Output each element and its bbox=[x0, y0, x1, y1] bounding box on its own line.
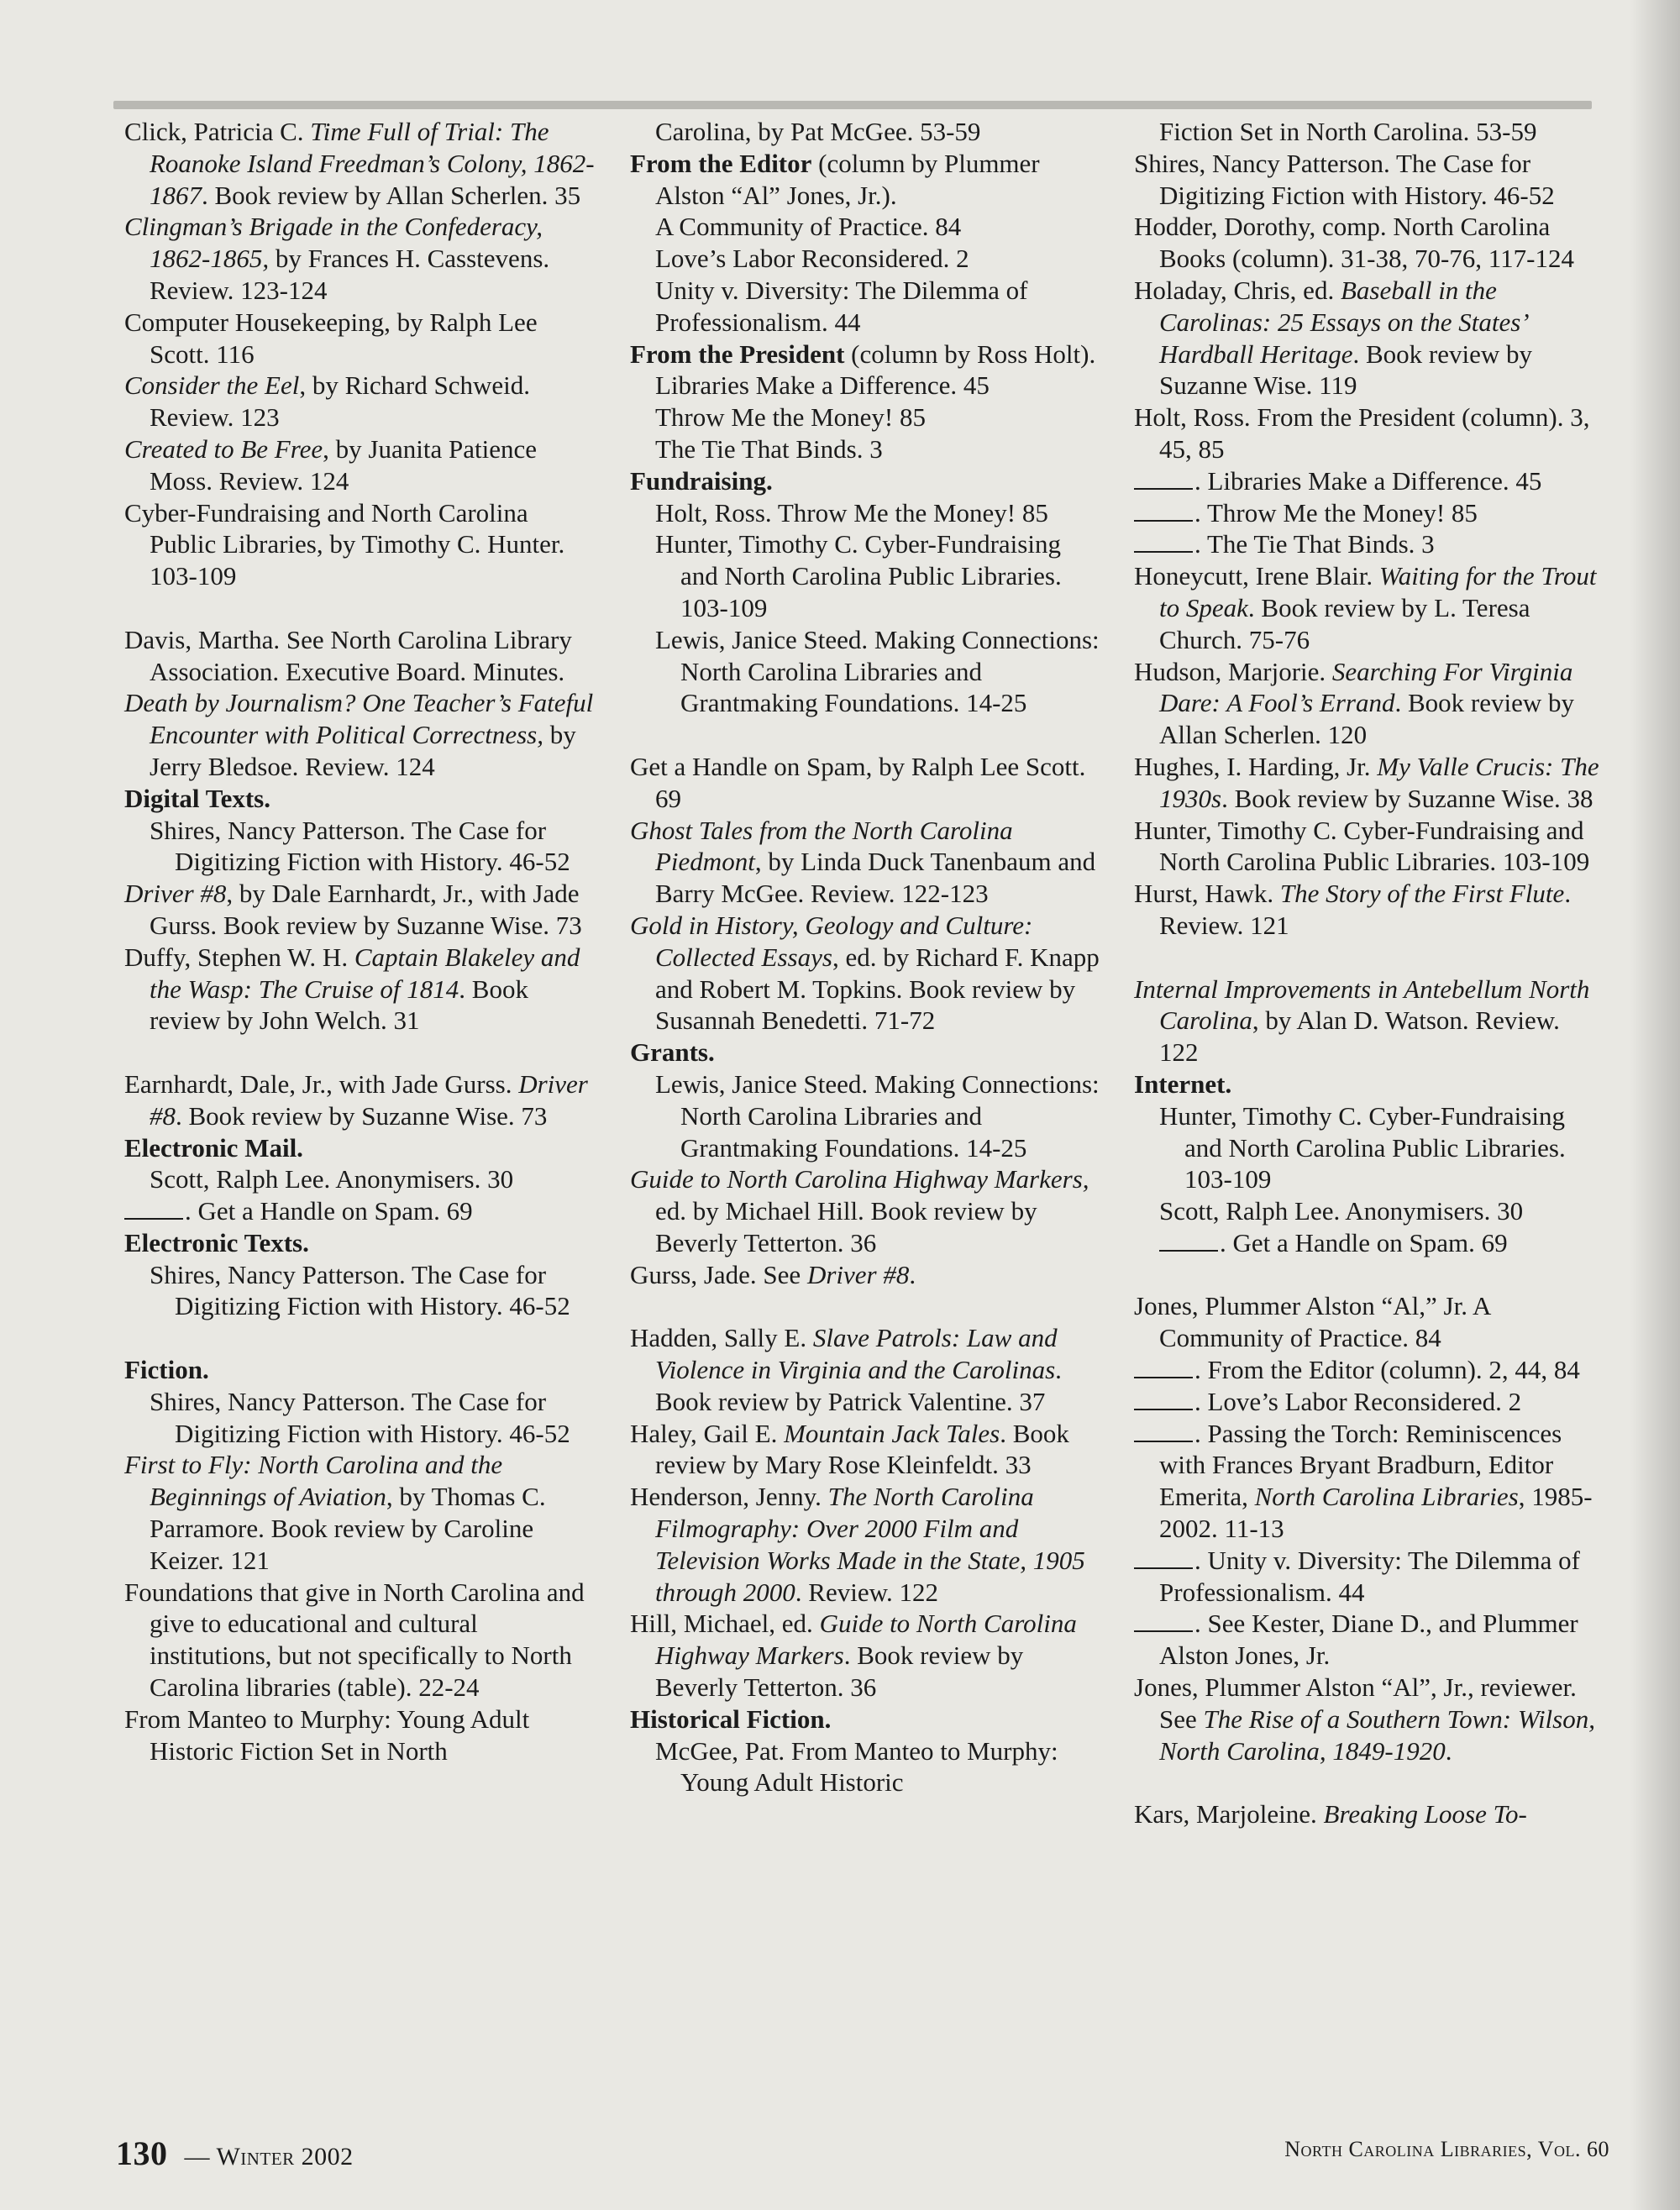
title-italic: Internal Improvements in Antebellum North Carolina bbox=[1134, 974, 1590, 1036]
index-entry bbox=[630, 528, 1100, 623]
entry-text: Henderson, Jenny. bbox=[630, 1482, 828, 1512]
entry-text: Duffy, Stephen W. H. bbox=[124, 942, 354, 972]
index-column-2 bbox=[630, 116, 1100, 1798]
subject-heading: Electronic Texts. bbox=[124, 1227, 309, 1257]
title-italic: Death by Journalism? One Teacher’s Fateful Encounter with Political Correctness, bbox=[124, 688, 594, 750]
title-italic: First to Fly: North Carolina and the Beginnings of Aviation bbox=[124, 1450, 503, 1512]
entry-text: ed. by Michael Hill. Book review by Beverly Tetterton. 36 bbox=[655, 1196, 1037, 1257]
index-entry bbox=[124, 1703, 595, 1767]
entry-text: Honeycutt, Irene Blair. bbox=[1134, 561, 1379, 591]
entry-text: Davis, Martha. See North Carolina Library Association. Executive Board. Minutes. bbox=[124, 624, 572, 686]
index-entry bbox=[1134, 1354, 1604, 1386]
entry-text: by Frances H. Casstevens. Review. 123-124 bbox=[150, 244, 550, 305]
index-entry bbox=[124, 1068, 595, 1132]
index-entry bbox=[1134, 528, 1604, 560]
subject-heading: From the Editor bbox=[630, 148, 812, 178]
index-entry bbox=[630, 339, 1100, 370]
entry-text: Gurss, Jade. See bbox=[630, 1259, 807, 1289]
entry-text: Click, Patricia C. bbox=[124, 117, 311, 146]
title-italic: Guide to North Carolina Highway Markers bbox=[655, 1609, 1077, 1671]
index-entry bbox=[124, 1163, 595, 1195]
title-italic: Consider the Eel bbox=[124, 370, 300, 401]
index-entry bbox=[124, 1195, 595, 1227]
index-entry bbox=[124, 1259, 595, 1323]
title-italic: Time Full of Trial: The Roanoke Island Freedman’s Colony, 1862-1867 bbox=[150, 117, 595, 210]
title-italic: Slave Patrols: Law and Violence in Virginia and the Carolinas bbox=[655, 1323, 1058, 1385]
entry-text: . Book review by Allan Scherlen. 120 bbox=[1159, 688, 1574, 750]
index-entry bbox=[1134, 1227, 1604, 1259]
index-entry bbox=[630, 624, 1100, 719]
entry-text: Hurst, Hawk. bbox=[1134, 879, 1280, 909]
page-number: 130 bbox=[116, 2134, 168, 2172]
index-entry bbox=[1134, 1100, 1604, 1195]
entry-text: . Get a Handle on Spam. 69 bbox=[185, 1196, 473, 1226]
entry-text: Holt, Ross. Throw Me the Money! 85 bbox=[655, 497, 1048, 528]
index-entry bbox=[124, 687, 595, 782]
index-entry bbox=[630, 1703, 1100, 1735]
index-entry bbox=[630, 116, 1100, 148]
entry-text: Hunter, Timothy C. Cyber-Fundraising and North Carolina Public Libraries. 103-109 bbox=[1159, 1100, 1566, 1194]
title-italic: Guide to North Carolina Highway Markers, bbox=[630, 1164, 1089, 1194]
entry-text: From Manteo to Murphy: Young Adult Historic Fiction Set in North bbox=[124, 1703, 530, 1766]
entry-text: , by Thomas C. Parramore. Book review by Caroline Keizer. 121 bbox=[150, 1482, 546, 1575]
entry-text: Hadden, Sally E. bbox=[630, 1323, 813, 1353]
entry-text: Lewis, Janice Steed. Making Connections: North Carolina Libraries and Grantmaking Foundations. 14-25 bbox=[655, 624, 1100, 718]
index-entry bbox=[124, 1577, 595, 1703]
entry-text: . Review. 121 bbox=[1159, 879, 1572, 940]
index-entry bbox=[630, 433, 1100, 465]
entry-text: . Book review by Allan Scherlen. 35 bbox=[202, 180, 581, 210]
subject-heading: Historical Fiction. bbox=[630, 1703, 832, 1734]
index-entry bbox=[1134, 1290, 1604, 1354]
index-entry bbox=[124, 307, 595, 370]
title-italic: Clingman’s Brigade in the Confederacy, 1862-1865, bbox=[124, 212, 543, 274]
index-entry bbox=[630, 1163, 1100, 1258]
entry-text: . See Kester, Diane D., and Plummer Alston Jones, Jr. bbox=[1159, 1609, 1578, 1671]
entry-text: Kars, Marjoleine. bbox=[1134, 1799, 1324, 1829]
title-italic: Created to Be Free bbox=[124, 433, 323, 464]
index-entry bbox=[124, 878, 595, 942]
ditto-dash bbox=[1134, 499, 1193, 522]
index-entry bbox=[1134, 1545, 1604, 1609]
entry-text: Hunter, Timothy C. Cyber-Fundraising and North Carolina Public Libraries. 103-109 bbox=[1134, 815, 1590, 877]
entry-text: . bbox=[1445, 1735, 1452, 1766]
index-entry bbox=[1134, 1068, 1604, 1100]
index-entry bbox=[124, 433, 595, 497]
index-entry bbox=[124, 116, 595, 211]
index-entry bbox=[124, 624, 595, 688]
entry-text: Hill, Michael, ed. bbox=[630, 1609, 820, 1639]
entry-text: Earnhardt, Dale, Jr., with Jade Gurss. bbox=[124, 1068, 519, 1099]
entry-text: . Book review by Mary Rose Kleinfeldt. 33 bbox=[655, 1418, 1069, 1480]
entry-text: Shires, Nancy Patterson. The Case for Digitizing Fiction with History. 46-52 bbox=[1134, 148, 1555, 210]
index-entry bbox=[630, 1068, 1100, 1163]
index-column-3 bbox=[1134, 116, 1604, 1830]
index-entry bbox=[1134, 1672, 1604, 1766]
ditto-dash bbox=[1134, 1388, 1193, 1410]
ditto-dash bbox=[1134, 531, 1193, 554]
title-italic: Captain Blakeley and the Wasp: The Cruise of 1814 bbox=[150, 942, 580, 1004]
title-italic: Baseball in the Carolinas: 25 Essays on the States’ Hardball Heritage bbox=[1159, 275, 1527, 369]
entry-text: , by Dale Earnhardt, Jr., with Jade Gurss. Book review by Suzanne Wise. 73 bbox=[150, 879, 582, 940]
issue-label: — Winter 2002 bbox=[184, 2143, 354, 2171]
index-entry bbox=[1134, 656, 1604, 751]
entry-text: , 1985-2002. 11-13 bbox=[1159, 1482, 1593, 1544]
footer-left bbox=[116, 2134, 354, 2173]
index-entry bbox=[1134, 560, 1604, 655]
index-entry bbox=[1134, 275, 1604, 402]
index-entry bbox=[1134, 402, 1604, 465]
entry-text: Unity v. Diversity: The Dilemma of Professionalism. 44 bbox=[655, 275, 1028, 337]
subject-heading: Digital Texts. bbox=[124, 783, 270, 813]
entry-text: Libraries Make a Difference. 45 bbox=[655, 370, 990, 401]
entry-text: , by Linda Duck Tanenbaum and Barry McGee. Review. 122-123 bbox=[655, 847, 1096, 909]
index-entry bbox=[124, 942, 595, 1037]
title-italic: Waiting for the Trout to Speak bbox=[1159, 561, 1597, 622]
entry-text: Hudson, Marjorie. bbox=[1134, 656, 1332, 686]
title-italic: North Carolina Libraries bbox=[1254, 1482, 1519, 1512]
title-italic: Gold in History, Geology and Culture: Collected Essays bbox=[630, 910, 1033, 972]
index-column-1 bbox=[124, 116, 595, 1766]
index-entry bbox=[630, 815, 1100, 910]
ditto-dash bbox=[1159, 1229, 1218, 1252]
entry-text: . Book review by Suzanne Wise. 119 bbox=[1159, 339, 1533, 401]
entry-text: . Unity v. Diversity: The Dilemma of Professionalism. 44 bbox=[1159, 1545, 1580, 1607]
entry-text: . bbox=[909, 1259, 916, 1289]
entry-text: , by Richard Schweid. Review. 123 bbox=[150, 370, 530, 433]
ditto-dash bbox=[1134, 467, 1193, 490]
entry-text: . Get a Handle on Spam. 69 bbox=[1220, 1227, 1508, 1257]
index-entry bbox=[630, 243, 1100, 275]
entry-text: Hunter, Timothy C. Cyber-Fundraising and North Carolina Public Libraries. 103-109 bbox=[655, 529, 1062, 622]
entry-text: . Libraries Make a Difference. 45 bbox=[1194, 465, 1542, 496]
subject-heading: From the President bbox=[630, 339, 845, 369]
index-entry bbox=[630, 275, 1100, 339]
index-entry bbox=[124, 1132, 595, 1164]
title-italic: Searching For Virginia Dare: A Fool’s Errand bbox=[1159, 656, 1573, 718]
index-entry bbox=[1134, 1195, 1604, 1227]
entry-text: McGee, Pat. From Manteo to Murphy: Young Adult Historic bbox=[655, 1735, 1058, 1798]
entry-text: Scott, Ralph Lee. Anonymisers. 30 bbox=[1159, 1196, 1524, 1226]
subject-heading: Internet. bbox=[1134, 1068, 1232, 1099]
index-entry bbox=[630, 497, 1100, 529]
index-entry bbox=[1134, 465, 1604, 497]
index-entry bbox=[124, 370, 595, 433]
title-italic: The Story of the First Flute bbox=[1279, 879, 1565, 909]
entry-text: , ed. by Richard F. Knapp and Robert M. Topkins. Book review by Susannah Benedetti. 71-72 bbox=[655, 942, 1100, 1036]
entry-text: by Jerry Bledsoe. Review. 124 bbox=[150, 720, 576, 781]
ditto-dash bbox=[1134, 1610, 1193, 1633]
entry-text: Shires, Nancy Patterson. The Case for Digitizing Fiction with History. 46-52 bbox=[150, 815, 570, 877]
entry-text: . From the Editor (column). 2, 44, 84 bbox=[1194, 1355, 1580, 1385]
title-italic: The Rise of a Southern Town: Wilson, North Carolina, 1849-1920 bbox=[1159, 1703, 1595, 1766]
title-italic: Driver #8 bbox=[124, 879, 227, 909]
entry-text: . Book review by Patrick Valentine. 37 bbox=[655, 1355, 1062, 1416]
entry-text: , by Alan D. Watson. Review. 122 bbox=[1159, 1005, 1560, 1068]
index-entry bbox=[630, 910, 1100, 1037]
entry-text: . Book review by John Welch. 31 bbox=[150, 974, 528, 1036]
index-entry bbox=[1134, 148, 1604, 212]
index-entry bbox=[630, 1037, 1100, 1068]
index-entry bbox=[124, 211, 595, 306]
page-edge-shadow bbox=[1630, 0, 1680, 2210]
entry-text: . Book review by Suzanne Wise. 73 bbox=[176, 1100, 548, 1131]
entry-text: Fiction Set in North Carolina. 53-59 bbox=[1159, 117, 1537, 146]
index-entry bbox=[1134, 751, 1604, 815]
index-entry bbox=[630, 1608, 1100, 1703]
entry-text: Cyber-Fundraising and North Carolina Public Libraries, by Timothy C. Hunter. 103-109 bbox=[124, 497, 565, 591]
entry-text: . Book review by Suzanne Wise. 38 bbox=[1221, 783, 1593, 813]
entry-text: Scott, Ralph Lee. Anonymisers. 30 bbox=[150, 1164, 514, 1194]
index-entry bbox=[124, 1354, 595, 1386]
entry-text: Foundations that give in North Carolina and give to educational and cultural institutions, but not specifically to North Carolina libraries (table). 22-24 bbox=[124, 1577, 585, 1703]
index-entry bbox=[630, 402, 1100, 433]
entry-text: (column by Ross Holt). bbox=[844, 339, 1096, 369]
entry-text: Jones, Plummer Alston “Al”, Jr., reviewer. See bbox=[1134, 1672, 1577, 1734]
entry-text: Hodder, Dorothy, comp. North Carolina Books (column). 31-38, 70-76, 117-124 bbox=[1134, 212, 1574, 274]
entry-text: Holaday, Chris, ed. bbox=[1134, 275, 1341, 305]
ditto-dash bbox=[124, 1197, 183, 1220]
index-entry bbox=[124, 783, 595, 815]
journal-title: North Carolina Libraries, Vol. 60 bbox=[1284, 2137, 1609, 2161]
index-entry bbox=[1134, 116, 1604, 148]
title-italic: Mountain Jack Tales bbox=[784, 1418, 1000, 1448]
entry-text: Jones, Plummer Alston “Al,” Jr. A Community of Practice. 84 bbox=[1134, 1291, 1490, 1353]
entry-text: Get a Handle on Spam, by Ralph Lee Scott. 69 bbox=[630, 751, 1086, 813]
entry-text: . The Tie That Binds. 3 bbox=[1194, 529, 1435, 559]
index-entry bbox=[630, 751, 1100, 815]
top-rule bbox=[113, 101, 1592, 109]
entry-text: Shires, Nancy Patterson. The Case for Digitizing Fiction with History. 46-52 bbox=[150, 1386, 570, 1448]
entry-text: Holt, Ross. From the President (column). 3, 45, 85 bbox=[1134, 402, 1590, 464]
subject-heading: Electronic Mail. bbox=[124, 1132, 303, 1163]
index-entry bbox=[1134, 1608, 1604, 1672]
ditto-dash bbox=[1134, 1356, 1193, 1378]
entry-text: Throw Me the Money! 85 bbox=[655, 402, 926, 433]
ditto-dash bbox=[1134, 1420, 1193, 1442]
index-entry bbox=[630, 1322, 1100, 1417]
title-italic: Breaking Loose To- bbox=[1323, 1799, 1527, 1829]
entry-text: Hughes, I. Harding, Jr. bbox=[1134, 751, 1378, 781]
index-entry bbox=[1134, 1386, 1604, 1418]
title-italic: Driver #8 bbox=[150, 1068, 588, 1131]
title-italic: Driver #8 bbox=[806, 1259, 910, 1289]
entry-text: The Tie That Binds. 3 bbox=[655, 433, 883, 464]
subject-heading: Grants. bbox=[630, 1037, 715, 1068]
entry-text: A Community of Practice. 84 bbox=[655, 212, 962, 242]
title-italic: My Valle Crucis: The 1930s bbox=[1159, 751, 1599, 813]
index-entry bbox=[630, 370, 1100, 402]
entry-text: (column by Plummer Alston “Al” Jones, Jr.). bbox=[655, 148, 1040, 210]
index-entry bbox=[1134, 1798, 1604, 1830]
entry-text: , by Juanita Patience Moss. Review. 124 bbox=[150, 433, 537, 496]
entry-text: . Book review by Beverly Tetterton. 36 bbox=[655, 1640, 1024, 1703]
index-entry bbox=[1134, 211, 1604, 275]
index-entry bbox=[124, 497, 595, 592]
entry-text: Lewis, Janice Steed. Making Connections: North Carolina Libraries and Grantmaking Foundations. 14-25 bbox=[655, 1068, 1100, 1163]
entry-text: . Book review by L. Teresa Church. 75-76 bbox=[1159, 592, 1530, 654]
index-entry bbox=[630, 211, 1100, 243]
index-entry bbox=[1134, 974, 1604, 1068]
index-entry bbox=[1134, 1418, 1604, 1545]
subject-heading: Fiction. bbox=[124, 1355, 209, 1385]
index-entry bbox=[1134, 815, 1604, 879]
entry-text: Haley, Gail E. bbox=[630, 1418, 785, 1448]
entry-text: Carolina, by Pat McGee. 53-59 bbox=[655, 117, 981, 146]
index-entry bbox=[124, 1227, 595, 1259]
ditto-dash bbox=[1134, 1546, 1193, 1569]
index-entry bbox=[630, 148, 1100, 212]
title-italic: The North Carolina Filmography: Over 2000 Film and Television Works Made in the State, 1905 through 2000 bbox=[655, 1482, 1085, 1607]
index-entry bbox=[124, 815, 595, 879]
index-entry bbox=[124, 1386, 595, 1450]
index-entry bbox=[630, 1481, 1100, 1608]
entry-text: Love’s Labor Reconsidered. 2 bbox=[655, 244, 969, 274]
index-entry bbox=[630, 1735, 1100, 1799]
index-entry bbox=[1134, 497, 1604, 529]
index-entry bbox=[630, 1418, 1100, 1482]
entry-text: Shires, Nancy Patterson. The Case for Digitizing Fiction with History. 46-52 bbox=[150, 1259, 570, 1321]
index-entry bbox=[630, 1259, 1100, 1291]
title-italic: Ghost Tales from the North Carolina Piedmont bbox=[630, 815, 1013, 877]
entry-text: . Love’s Labor Reconsidered. 2 bbox=[1194, 1386, 1522, 1416]
entry-text: . Review. 122 bbox=[795, 1577, 938, 1607]
index-entry bbox=[124, 1449, 595, 1576]
entry-text: Computer Housekeeping, by Ralph Lee Scott. 116 bbox=[124, 307, 538, 369]
index-entry bbox=[630, 465, 1100, 497]
index-entry bbox=[1134, 878, 1604, 942]
subject-heading: Fundraising. bbox=[630, 465, 773, 496]
entry-text: . Passing the Torch: Reminiscences with Frances Bryant Bradburn, Editor Emerita, bbox=[1159, 1418, 1562, 1512]
entry-text: . Throw Me the Money! 85 bbox=[1194, 497, 1478, 528]
